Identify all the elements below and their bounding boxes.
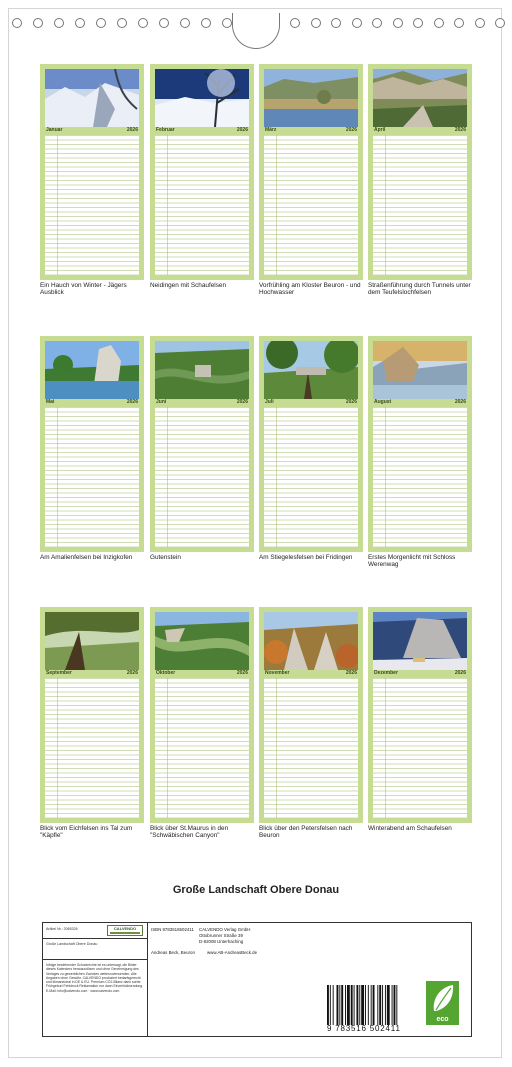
leaf-icon bbox=[426, 981, 459, 1015]
barcode-bar bbox=[339, 985, 340, 1025]
month-photo bbox=[373, 69, 467, 127]
publisher-address bbox=[199, 927, 250, 945]
month-header bbox=[373, 670, 467, 677]
day-grid bbox=[155, 407, 249, 547]
month-caption: Am Stiegelesfelsen bei Fridingen bbox=[259, 554, 353, 561]
isbn: ISBN 9783516502411 bbox=[151, 927, 194, 932]
day-grid bbox=[155, 135, 249, 275]
month-header bbox=[45, 127, 139, 134]
barcode-bar bbox=[365, 985, 366, 1025]
binding-ring bbox=[413, 18, 423, 28]
month-photo bbox=[155, 341, 249, 399]
barcode-bar bbox=[377, 985, 378, 1025]
day-grid bbox=[373, 678, 467, 818]
month-photo bbox=[264, 612, 358, 670]
month-caption: Blick vom Eichfelsen ins Tal zum "Käpfle" bbox=[40, 825, 133, 839]
article-number: Artikel Nr.: 2065326 bbox=[46, 927, 78, 931]
month-header bbox=[264, 127, 358, 134]
day-grid bbox=[45, 678, 139, 818]
calvendo-logo bbox=[107, 925, 143, 936]
barcode-bar bbox=[382, 985, 383, 1025]
barcode-bar bbox=[385, 985, 386, 1025]
legal-text: Infolge bestehender Schutzrechte ist es untersagt, die Bilder dieses Kalenders herauszulösen und ohne Genehmigung des Verlages zu gewerblichen Zwecken weiterzuverwenden. Alle Angaben ohne Gewähr. CALVENDO produziert bedarfsgerecht und klimaneutral in DE & EU. Premium CO2-Bilanz dank sorter. Frühgeburt Fehldruck Reklamation nur dann Einzelrücksendung. E-Mail: info@calvendo.com · www.calvendo.com bbox=[46, 963, 144, 993]
barcode-bar bbox=[351, 985, 353, 1025]
month-caption: Am Amalienfelsen bei Inzigkofen bbox=[40, 554, 133, 561]
binding-ring bbox=[33, 18, 43, 28]
month-photo bbox=[373, 612, 467, 670]
product-info-box bbox=[42, 922, 472, 1037]
month-caption: Ein Hauch von Winter - Jägers Ausblick bbox=[40, 282, 127, 296]
publisher-line: Ottobrunner Straße 39 bbox=[199, 933, 243, 938]
binding-ring bbox=[96, 18, 106, 28]
day-grid bbox=[45, 407, 139, 547]
month-year: 2026 bbox=[236, 670, 248, 676]
binding-ring bbox=[454, 18, 464, 28]
month-header bbox=[155, 399, 249, 406]
barcode-bar bbox=[359, 985, 360, 1025]
barcode-bar bbox=[387, 985, 390, 1025]
month-caption: Gutenstein bbox=[150, 554, 181, 561]
binding-ring bbox=[201, 18, 211, 28]
month-year: 2026 bbox=[454, 670, 466, 676]
month-panel-januar bbox=[40, 64, 144, 280]
barcode-bar bbox=[347, 985, 350, 1025]
month-caption: Erstes Morgenlicht mit Schloss Werenwag bbox=[368, 554, 456, 568]
barcode-bar bbox=[345, 985, 346, 1025]
month-name: März bbox=[265, 127, 277, 133]
month-name: November bbox=[265, 670, 290, 676]
month-name: August bbox=[374, 399, 392, 405]
barcode bbox=[327, 985, 425, 1025]
month-year: 2026 bbox=[345, 670, 357, 676]
binding-ring bbox=[495, 18, 505, 28]
barcode-bar bbox=[341, 985, 343, 1025]
author: Andreas Beck, Beuron bbox=[151, 950, 195, 955]
barcode-bar bbox=[354, 985, 355, 1025]
day-grid bbox=[45, 135, 139, 275]
barcode-bar bbox=[392, 985, 393, 1025]
barcode-bar bbox=[333, 985, 334, 1025]
month-caption: Winterabend am Schaufelsen bbox=[368, 825, 452, 832]
month-name: Mai bbox=[46, 399, 55, 405]
month-panel-august bbox=[368, 336, 472, 552]
month-panel-juli bbox=[259, 336, 363, 552]
month-photo bbox=[373, 341, 467, 399]
month-name: September bbox=[46, 670, 72, 676]
binding-ring bbox=[372, 18, 382, 28]
month-name: Januar bbox=[46, 127, 63, 133]
binding-ring bbox=[180, 18, 190, 28]
month-year: 2026 bbox=[126, 127, 138, 133]
binding-ring bbox=[290, 18, 300, 28]
article-cell bbox=[43, 923, 148, 1036]
day-grid bbox=[264, 135, 358, 275]
binding-ring bbox=[75, 18, 85, 28]
month-name: Oktober bbox=[156, 670, 176, 676]
month-photo bbox=[155, 612, 249, 670]
month-header bbox=[155, 670, 249, 677]
binding-ring bbox=[475, 18, 485, 28]
day-grid bbox=[373, 407, 467, 547]
month-caption: Vorfrühling am Kloster Beuron - und Hochwasser bbox=[259, 282, 361, 296]
month-header bbox=[264, 399, 358, 406]
month-photo bbox=[45, 69, 139, 127]
month-name: Juli bbox=[265, 399, 274, 405]
month-header bbox=[45, 670, 139, 677]
binding-ring bbox=[12, 18, 22, 28]
month-header bbox=[155, 127, 249, 134]
month-header bbox=[373, 127, 467, 134]
publisher-line: D-82008 Unterhaching bbox=[199, 939, 244, 944]
author-website: www.AB-AndreasBeck.de bbox=[207, 950, 258, 955]
eco-label: eco bbox=[436, 1016, 449, 1023]
calvendo-logo-text: CALVENDO bbox=[113, 926, 137, 931]
month-caption: Blick über St.Maurus in den "Schwäbischen Canyon" bbox=[150, 825, 229, 839]
barcode-bar bbox=[373, 985, 375, 1025]
day-grid bbox=[373, 135, 467, 275]
barcode-bar bbox=[327, 985, 329, 1025]
month-year: 2026 bbox=[126, 399, 138, 405]
eco-badge bbox=[426, 981, 459, 1025]
month-header bbox=[45, 399, 139, 406]
month-year: 2026 bbox=[454, 127, 466, 133]
month-name: Juni bbox=[156, 399, 167, 405]
month-header bbox=[264, 670, 358, 677]
binding-ring bbox=[393, 18, 403, 28]
barcode-bar bbox=[361, 985, 364, 1025]
day-grid bbox=[264, 407, 358, 547]
month-caption: Blick über den Petersfelsen nach Beuron bbox=[259, 825, 353, 839]
barcode-bar bbox=[371, 985, 372, 1025]
barcode-bar bbox=[394, 985, 396, 1025]
barcode-number: 9 783516 502411 bbox=[327, 1024, 401, 1033]
month-panel-februar bbox=[150, 64, 254, 280]
month-panel-juni bbox=[150, 336, 254, 552]
day-grid bbox=[264, 678, 358, 818]
month-caption: Straßenführung durch Tunnels unter dem Teufelslochfelsen bbox=[368, 282, 471, 296]
month-year: 2026 bbox=[126, 670, 138, 676]
barcode-bar bbox=[356, 985, 358, 1025]
publisher-line: CALVENDO Verlag GmbH bbox=[199, 927, 251, 932]
month-header bbox=[373, 399, 467, 406]
month-photo bbox=[155, 69, 249, 127]
binding-ring bbox=[311, 18, 321, 28]
binding-ring bbox=[159, 18, 169, 28]
month-photo bbox=[264, 69, 358, 127]
month-year: 2026 bbox=[345, 399, 357, 405]
divider bbox=[43, 959, 147, 960]
binding-ring bbox=[352, 18, 362, 28]
barcode-bar bbox=[379, 985, 381, 1025]
calvendo-logo-bar bbox=[110, 932, 140, 934]
month-photo bbox=[45, 612, 139, 670]
barcode-bar bbox=[368, 985, 369, 1025]
month-caption: Neidingen mit Schaufelsen bbox=[150, 282, 227, 289]
binding-ring bbox=[434, 18, 444, 28]
month-panel-april bbox=[368, 64, 472, 280]
month-panel-november bbox=[259, 607, 363, 823]
month-panel-september bbox=[40, 607, 144, 823]
barcode-bar bbox=[396, 985, 397, 1025]
month-panel-dezember bbox=[368, 607, 472, 823]
binding-rings bbox=[0, 15, 512, 35]
month-panel-mai bbox=[40, 336, 144, 552]
month-year: 2026 bbox=[236, 127, 248, 133]
calendar-title: Große Landschaft Obere Donau bbox=[172, 884, 340, 896]
month-year: 2026 bbox=[345, 127, 357, 133]
month-panel-märz bbox=[259, 64, 363, 280]
month-photo bbox=[264, 341, 358, 399]
month-photo bbox=[45, 341, 139, 399]
month-name: Dezember bbox=[374, 670, 398, 676]
barcode-bar bbox=[330, 985, 331, 1025]
day-grid bbox=[155, 678, 249, 818]
product-title: Große Landschaft Obere Donau bbox=[46, 942, 98, 946]
binding-ring bbox=[117, 18, 127, 28]
month-year: 2026 bbox=[454, 399, 466, 405]
binding-ring bbox=[138, 18, 148, 28]
binding-ring bbox=[54, 18, 64, 28]
month-name: Februar bbox=[156, 127, 175, 133]
month-name: April bbox=[374, 127, 386, 133]
binding-ring bbox=[222, 18, 232, 28]
divider bbox=[43, 938, 147, 939]
binding-ring bbox=[331, 18, 341, 28]
barcode-bar bbox=[337, 985, 339, 1025]
month-year: 2026 bbox=[236, 399, 248, 405]
month-panel-oktober bbox=[150, 607, 254, 823]
